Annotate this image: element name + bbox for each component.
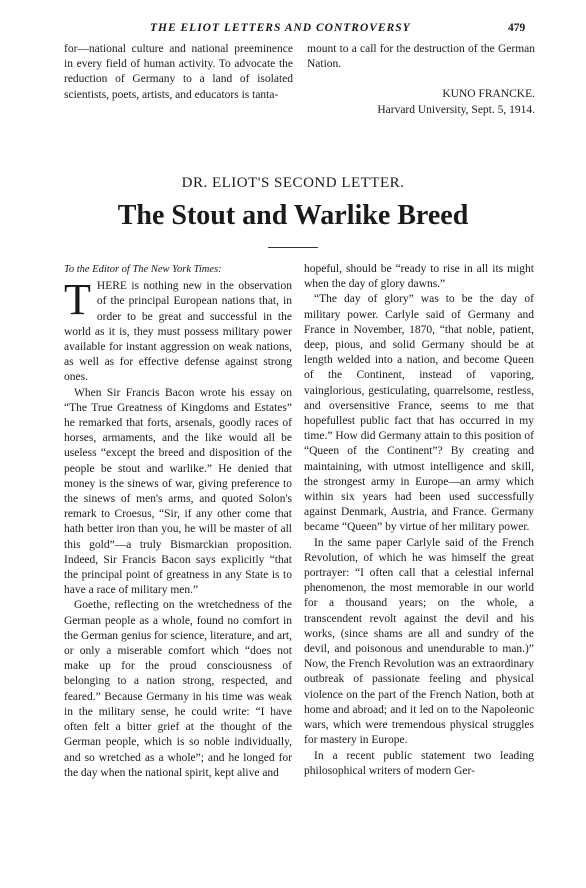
article-title: The Stout and Warlike Breed [117,200,469,231]
paragraph-text: HERE is nothing new in the observation of the principal European nations that, in order to be great and successful in the world as it is, they must possess military power available for instant aggression on weak nations, as well as for effective defense against strong ones. [64,280,292,384]
previous-letter-right-text: mount to a call for the destruction of the German Nation. [307,43,535,71]
running-title: THE ELIOT LETTERS AND CONTROVERSY [150,22,411,34]
title-divider [268,247,318,248]
section-heading: DR. ELIOT'S SECOND LETTER. [181,175,405,191]
page-header [0,22,586,38]
paragraph: In a recent public statement two leading philosophical writers of modern Ger- [304,749,534,777]
salutation: To the Editor of The New York Times: [64,264,222,275]
paragraph: In the same paper Carlyle said of the French Revolution, of which he was himself the great portrayer: “I often call that a celestial infernal phenomenon, the most memorable in our world for a thousand years; on the whole, a transcendent revolt against the devil and his works, (since shams are all and sundry of the devil, and poisonous and unendurable to man.)” Now, the French Revolution was an extraordinary outbreak of passionate feeling and physical violence on the part of the French Nation, both at home and abroad; and it led on to the Napoleonic wars, which were tremendous physical struggles for mastery in Europe. [304,536,534,747]
paragraph: “The day of glory” was to be the day of military power. Carlyle said of Germany and France in November, 1870, “that noble, patient, deep, pious, and solid Germany should be at length welded into a nation, and become Queen of the Continent, instead of vaporing, vainglorious, gesticulating, quarrelsome, restless, and oversensitive France, seems to me that hopefullest public fact that has occurred in my time.” How did Germany attain to this position of “Queen of the Continent”? By creating and maintaining, with utmost intelligence and skill, the strongest army in Europe—an army which within six years had been used successfully against Denmark, Austria, and France. Germany became “Queen” by virtue of her military power. [304,293,534,534]
paragraph [64,275,292,385]
paragraph: Goethe, reflecting on the wretchedness of the German people as a whole, found no comfort in the German genius for science, literature, and art, or only a miserable comfort which “does not make up for the proud consciousness of belonging to a nation strong, respected, and feared.” Because Germany in his time was weak in the military sense, he could write: “I have often felt a bitter grief at the thought of the German people, which is so noble individually, and so wretched as a whole”; and he longed for the day when the national spirit, kept alive and [64,599,292,779]
signature-name: KUNO FRANCKE. [442,88,535,101]
previous-letter-right-column [307,42,535,118]
drop-cap: T [64,275,91,325]
previous-letter-left-column [64,42,293,103]
paragraph: When Sir Francis Bacon wrote his essay on “The True Greatness of Kingdoms and Estates” he remarked that forts, arsenals, goodly races of horses, armaments, and the like would all be useless “except the breed and disposition of the people be stout and warlike.” He denied that money is the sinews of war, giving preference to the sinews of men's arms, and quoted Solon's remark to Croesus, “Sir, if any other come that hath better iron than you, he will be master of all this gold”—a truly Bismarckian proposition. Indeed, Sir Francis Bacon says explicitly “that the principal point of greatness in any State is to have a race of military men.” [64,386,292,597]
page-number: 479 [508,22,526,34]
previous-letter-left-text: for—national culture and national preeminence in every field of human activity. To advocate the reduction of Germany to a land of isolated scientists, poets, artists, and educators is tanta- [64,43,293,101]
article-left-column [64,262,292,781]
signature-place: Harvard University, Sept. 5, 1914. [377,103,535,116]
paragraph: hopeful, should be “ready to rise in all its might when the day of glory dawns.” [304,263,534,291]
article-right-column [304,262,534,779]
